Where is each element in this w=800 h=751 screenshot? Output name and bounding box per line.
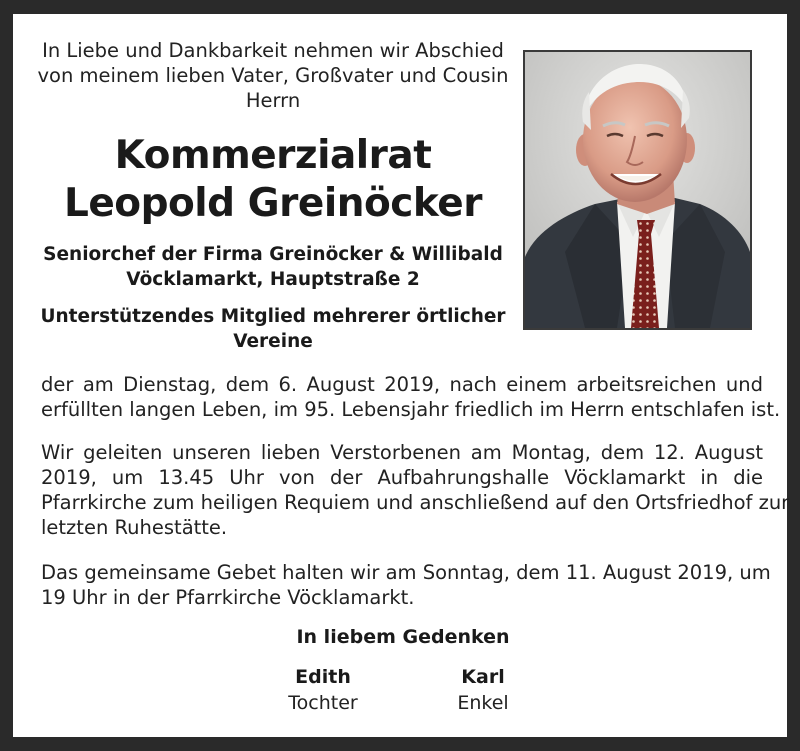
intro-line: In Liebe und Dankbarkeit nehmen wir Abschied bbox=[42, 39, 504, 62]
paragraph-funeral bbox=[41, 440, 790, 540]
role-line: Seniorchef der Firma Greinöcker & Willibald bbox=[43, 244, 503, 265]
paragraph-line: 19 Uhr in der Pfarrkirche Vöcklamarkt. bbox=[41, 586, 415, 609]
survivor-name: Karl bbox=[461, 666, 505, 688]
intro-line: von meinem lieben Vater, Großvater und Cousin bbox=[37, 64, 509, 87]
intro-text bbox=[33, 38, 513, 113]
paragraph-line: Pfarrkirche zum heiligen Requiem und anschließend auf den Ortsfriedhof zur bbox=[41, 491, 790, 514]
deceased-fullname: Leopold Greinöcker bbox=[64, 181, 482, 226]
paragraph-line: erfüllten langen Leben, im 95. Lebensjahr friedlich im Herrn entschlafen ist. bbox=[41, 398, 781, 421]
role-line: Vöcklamarkt, Hauptstraße 2 bbox=[126, 269, 420, 290]
paragraph-death bbox=[41, 372, 781, 422]
paragraph-line: Das gemeinsame Gebet halten wir am Sonntag, dem 11. August 2019, um bbox=[41, 561, 771, 584]
paragraph-line: Wir geleiten unseren lieben Verstorbenen am Montag, dem 12. August bbox=[41, 441, 763, 464]
survivor-karl bbox=[408, 664, 558, 716]
paragraph-line: 2019, um 13.45 Uhr von der Aufbahrungshalle Vöcklamarkt in die bbox=[41, 466, 763, 489]
survivor-name: Edith bbox=[295, 666, 351, 688]
deceased-role bbox=[33, 242, 513, 292]
paragraph-line: der am Dienstag, dem 6. August 2019, nach einem arbeitsreichen und bbox=[41, 373, 763, 396]
portrait-illustration bbox=[525, 52, 750, 328]
intro-line: Herrn bbox=[245, 89, 301, 112]
member-line: Unterstützendes Mitglied mehrerer örtlicher bbox=[40, 306, 506, 327]
membership-note bbox=[33, 304, 513, 354]
survivor-relation: Enkel bbox=[457, 692, 509, 714]
memory-heading: In liebem Gedenken bbox=[296, 626, 510, 648]
survivor-relation: Tochter bbox=[288, 692, 358, 714]
paragraph-prayer bbox=[41, 560, 771, 610]
survivor-edith bbox=[248, 664, 398, 716]
deceased-title: Kommerzialrat bbox=[114, 133, 432, 178]
deceased-name bbox=[33, 132, 513, 228]
obituary-card bbox=[13, 14, 790, 737]
paragraph-line: letzten Ruhestätte. bbox=[41, 516, 228, 539]
portrait-photo bbox=[523, 50, 752, 330]
member-line: Vereine bbox=[233, 331, 313, 352]
